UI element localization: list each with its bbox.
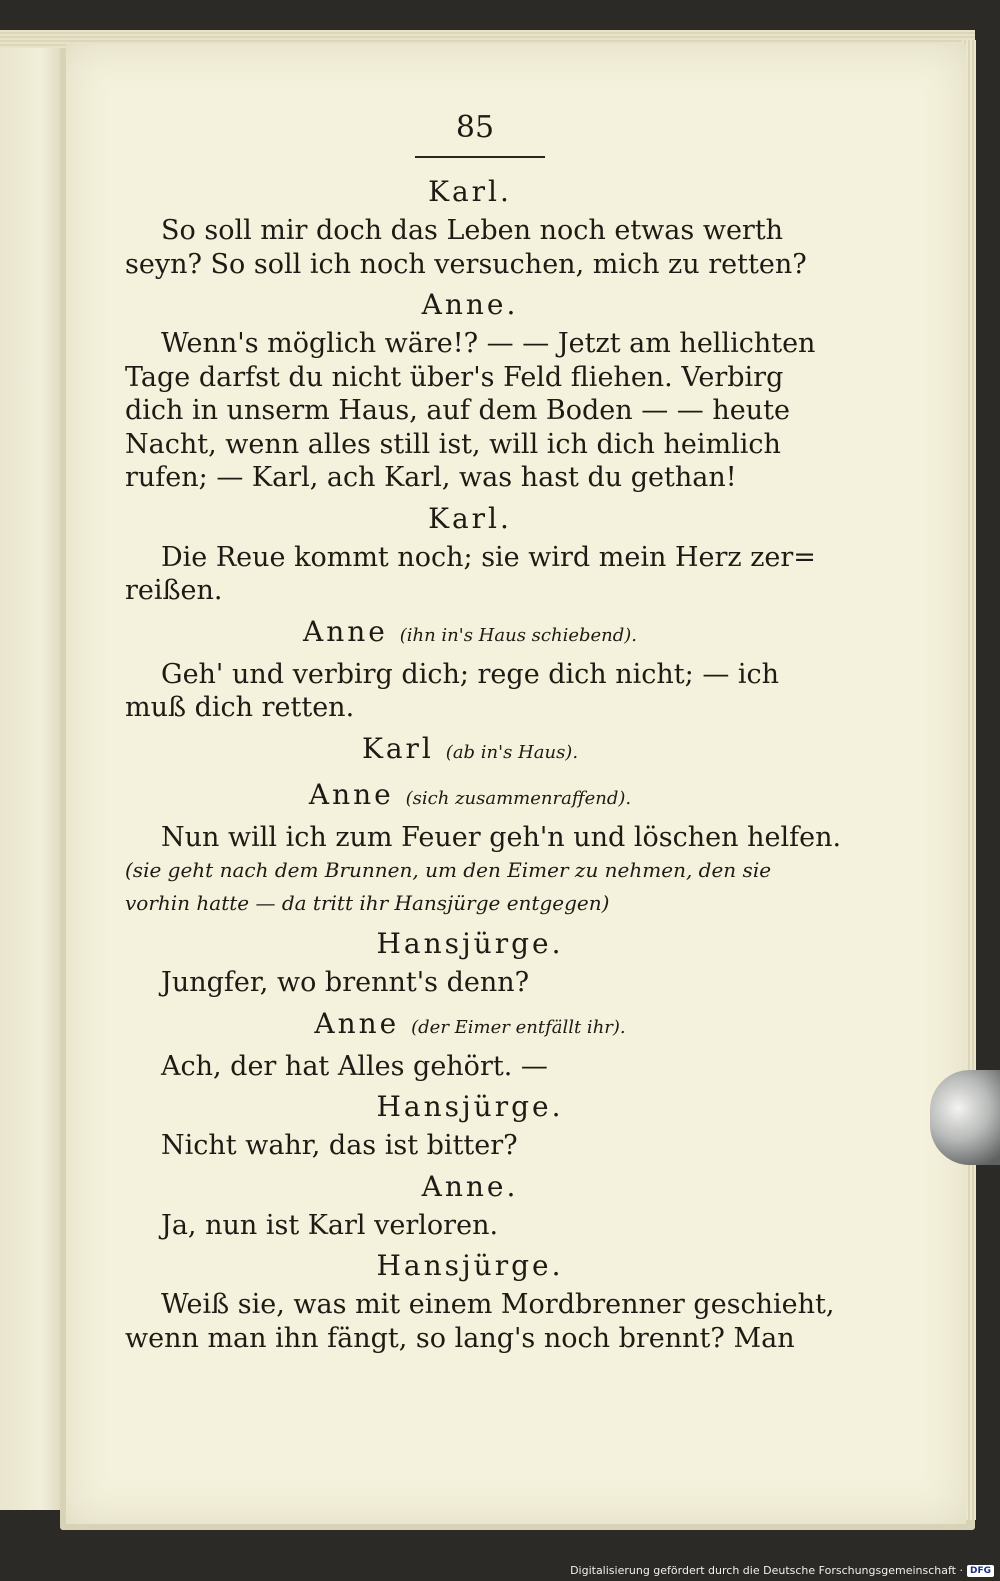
speaker-heading: [125, 614, 815, 654]
page-text: [125, 110, 842, 1355]
text-line: dich in unserm Haus, auf dem Boden — — heute: [125, 395, 790, 426]
page-number: 85: [455, 110, 495, 145]
text-line: muß dich retten.: [125, 692, 355, 723]
speaker-name: Karl.: [428, 175, 512, 208]
direction-line: vorhin hatte — da tritt ihr Hansjürge entgegen): [125, 891, 610, 915]
text-line: Weiß sie, was mit einem Mordbrenner geschieht,: [161, 1289, 835, 1320]
text-line: rufen; — Karl, ach Karl, was hast du gethan!: [125, 462, 737, 493]
speaker-name: Hansjürge.: [376, 1090, 564, 1123]
speaker-name: Karl.: [428, 501, 512, 535]
text-line: Wenn's möglich wäre!? — — Jetzt am hellichten: [161, 328, 816, 359]
text-line: Ach, der hat Alles gehört. —: [161, 1050, 548, 1082]
text-line: Ja, nun ist Karl verloren.: [161, 1209, 499, 1241]
speaker-heading: [125, 1006, 815, 1046]
speaker-name: Anne: [314, 1006, 400, 1040]
footer-credit: Digitalisierung gefördert durch die Deutsche Forschungsgemeinschaft ·: [570, 1564, 963, 1577]
text-line: reißen.: [125, 575, 223, 606]
stage-direction: (der Eimer entfällt ihr).: [411, 1016, 626, 1038]
direction-line: (sie geht nach dem Brunnen, um den Eimer zu nehmen, den sie: [125, 858, 772, 882]
speaker-heading: [125, 287, 815, 323]
speaker-name: Hansjürge.: [376, 927, 564, 960]
text-line: Geh' und verbirg dich; rege dich nicht; — ich: [161, 658, 780, 690]
stage-direction: (sich zusammenraffend).: [405, 787, 632, 809]
speaker-heading: [125, 777, 815, 817]
speaker-name: Anne: [302, 614, 388, 648]
speaker-name: Anne.: [421, 1169, 519, 1203]
speaker-name: Karl: [361, 731, 434, 765]
speaker-name: Anne.: [421, 288, 519, 321]
book-clip: [930, 1070, 1000, 1165]
text-line: Tage darfst du nicht über's Feld fliehen. Verbirg: [125, 361, 784, 393]
speaker-heading: [125, 174, 815, 210]
text-line: Nun will ich zum Feuer geh'n und löschen helfen.: [161, 821, 842, 853]
dfg-logo-icon: DFG: [967, 1565, 994, 1577]
speaker-heading: [125, 731, 815, 771]
text-line: wenn man ihn fängt, so lang's noch brennt? Man: [125, 1322, 795, 1354]
text-line: So soll mir doch das Leben noch etwas werth: [161, 215, 784, 246]
header-rule: [415, 156, 545, 158]
stage-direction: (ab in's Haus).: [445, 741, 579, 763]
speaker-name: Anne: [308, 777, 394, 811]
footer: [570, 1564, 994, 1577]
speaker-heading: [125, 501, 815, 537]
speaker-heading: [125, 1089, 815, 1125]
stage-direction: (ihn in's Haus schiebend).: [399, 624, 638, 646]
text-line: Nicht wahr, das ist bitter?: [161, 1130, 518, 1161]
dialogue-blocks: [125, 174, 842, 1355]
speaker-heading: [125, 926, 815, 962]
speaker-heading: [125, 1248, 815, 1284]
text-line: Nacht, wenn alles still ist, will ich dich heimlich: [125, 428, 781, 460]
text-line: Jungfer, wo brennt's denn?: [161, 967, 530, 998]
speaker-heading: [125, 1169, 815, 1205]
text-line: seyn? So soll ich noch versuchen, mich zu retten?: [125, 248, 807, 280]
text-line: Die Reue kommt noch; sie wird mein Herz zer=: [161, 541, 816, 573]
speaker-name: Hansjürge.: [376, 1249, 564, 1282]
